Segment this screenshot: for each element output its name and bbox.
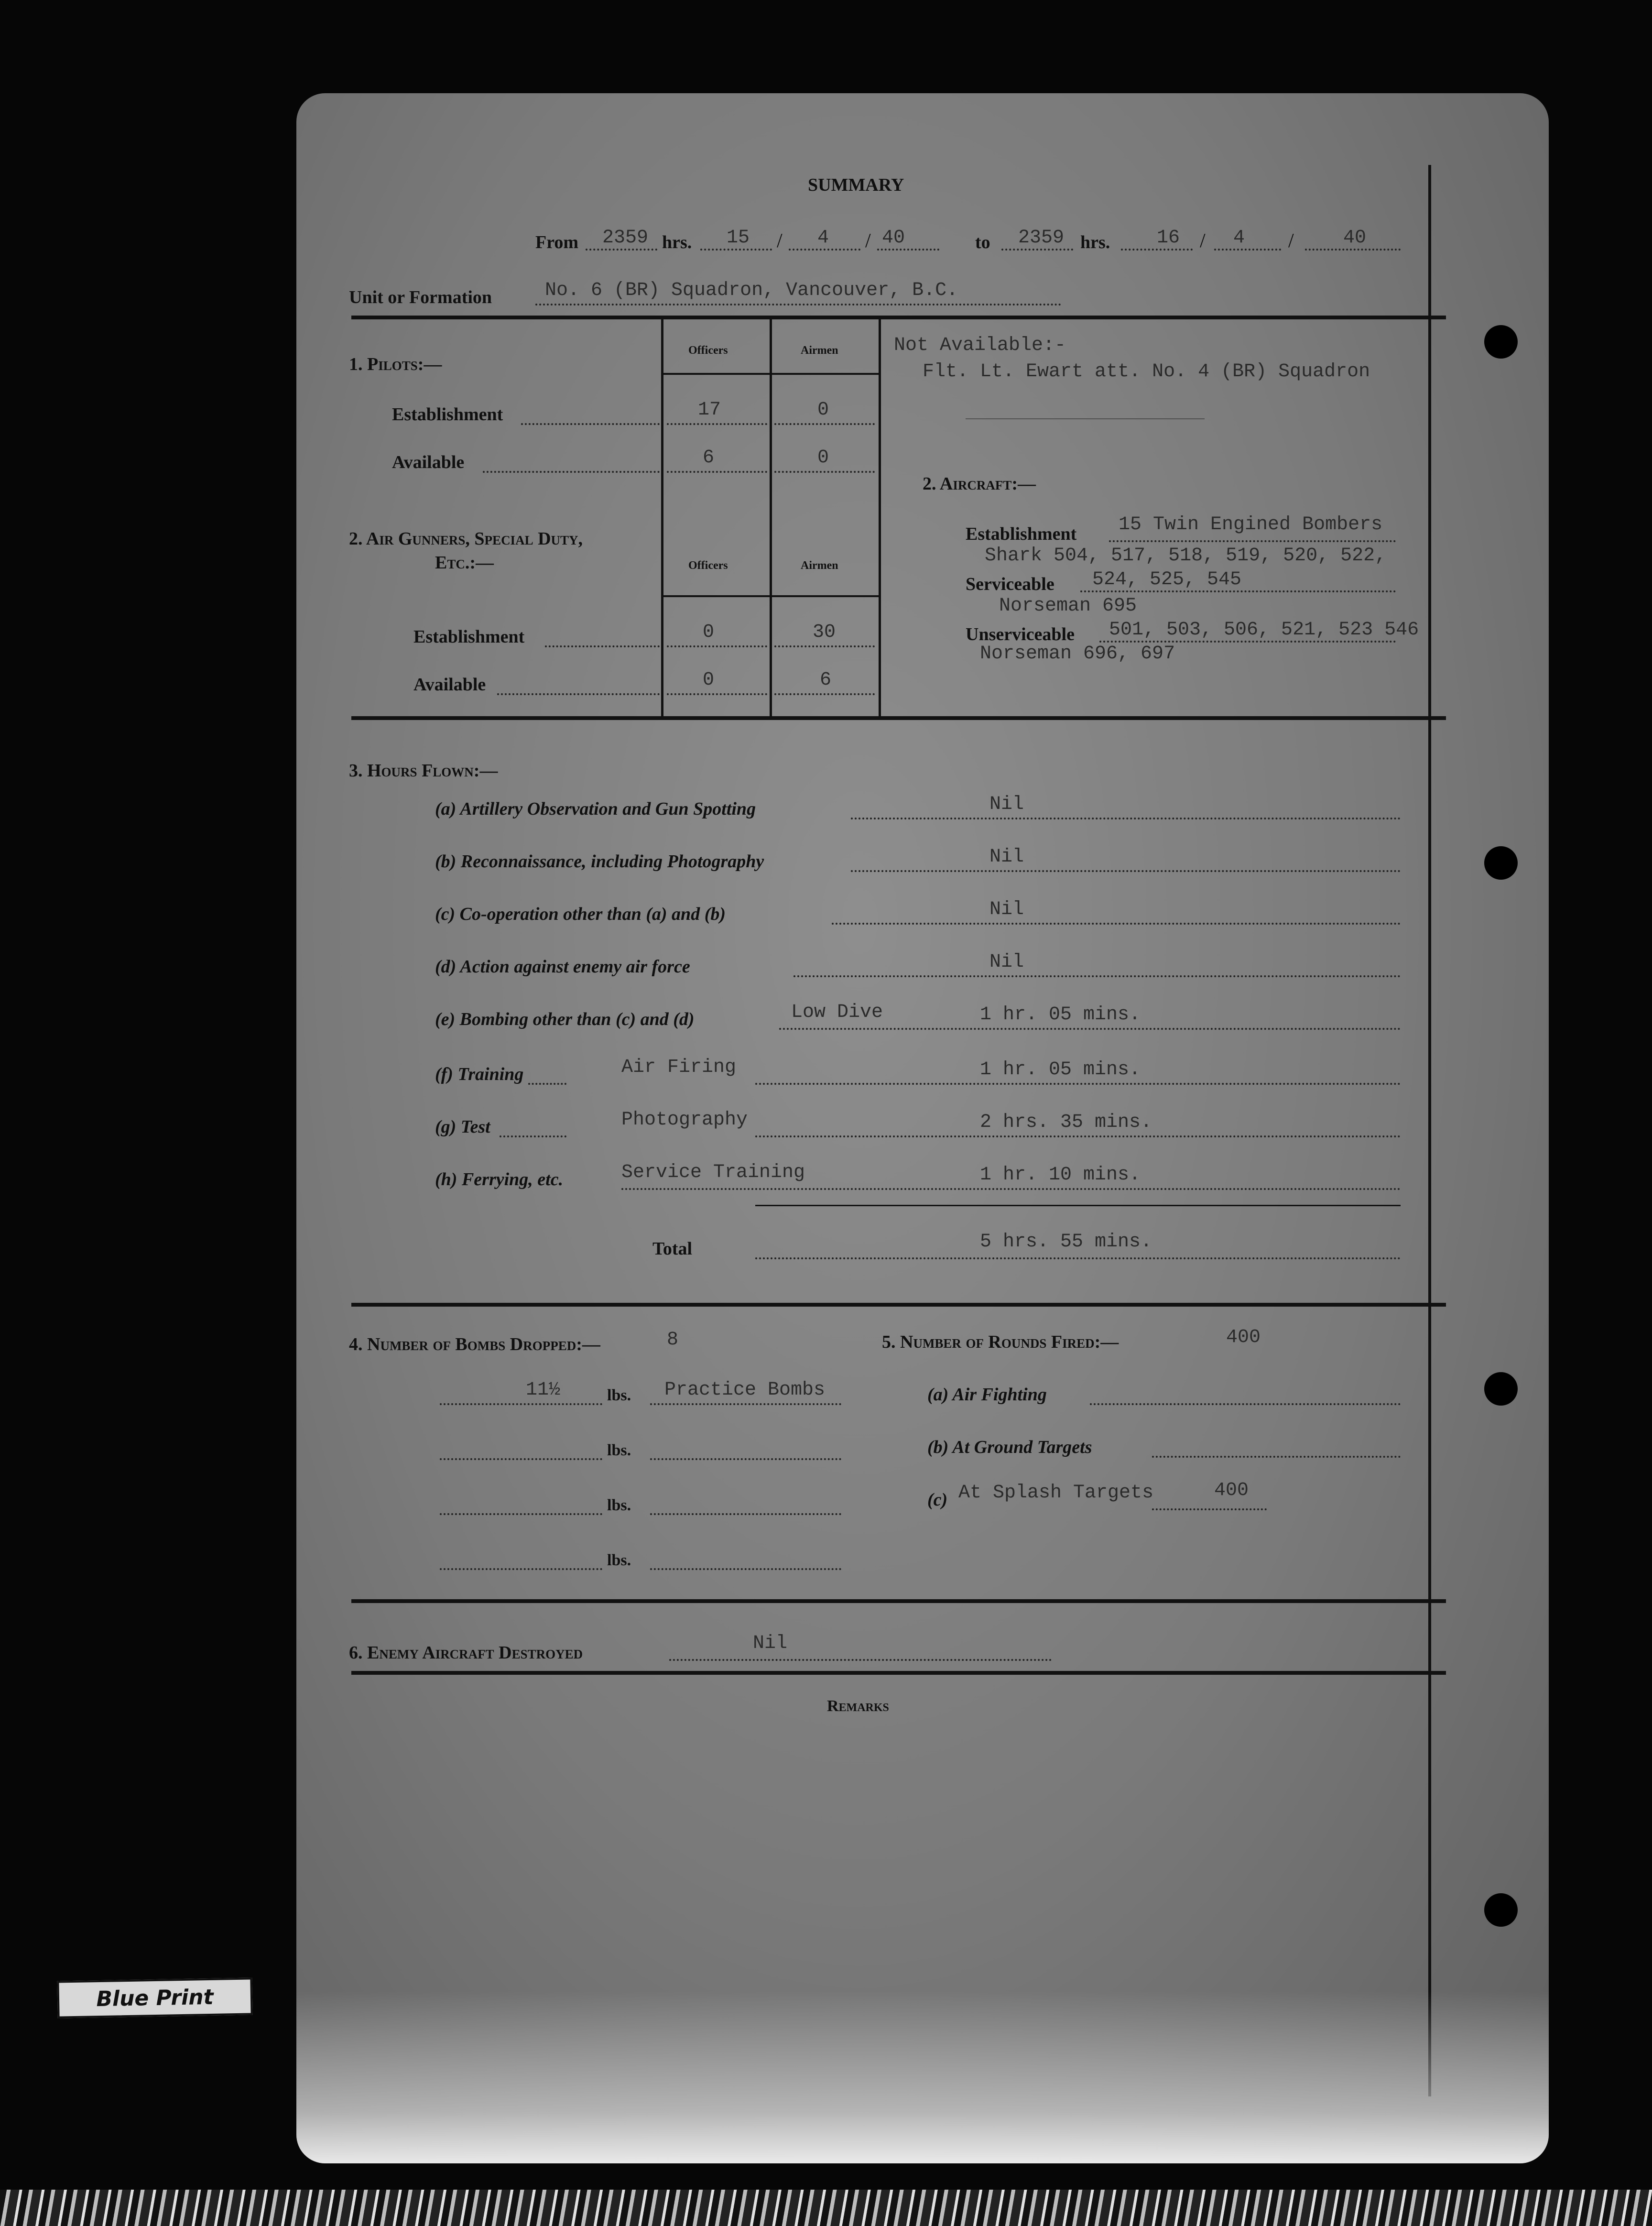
bombs-unit-4: lbs.	[607, 1551, 631, 1569]
hours-value-b: Nil	[989, 846, 1024, 868]
rounds-splash-value: 400	[1214, 1480, 1249, 1501]
pilots-col-airmen: Airmen	[801, 344, 838, 357]
hrs-label-1: hrs.	[662, 232, 692, 252]
aircraft-serviceable-label: Serviceable	[966, 574, 1054, 594]
to-day: 16	[1157, 227, 1180, 249]
rounds-splash-typed: At Splash Targets	[958, 1482, 1154, 1504]
to-label: to	[975, 232, 990, 252]
blue-print-label: Blue Print	[57, 1977, 252, 2018]
hrs-label-2: hrs.	[1080, 232, 1110, 252]
enemy-label: 6. Enemy Aircraft Destroyed	[349, 1643, 583, 1663]
aircraft-shark-line: Shark 504, 517, 518, 519, 520, 522,	[985, 545, 1387, 567]
gunners-available-airmen: 6	[820, 669, 832, 691]
pilots-establishment-officers: 17	[698, 399, 721, 421]
unit-value: No. 6 (BR) Squadron, Vancouver, B.C.	[545, 280, 958, 301]
hours-label-a: (a) Artillery Observation and Gun Spotting	[435, 799, 756, 819]
hours-total-label: Total	[652, 1239, 693, 1259]
pilots-available-label: Available	[392, 452, 465, 472]
bombs-unit-3: lbs.	[607, 1496, 631, 1514]
hours-label-c: (c) Co-operation other than (a) and (b)	[435, 904, 726, 924]
pilots-heading: 1. Pilots:—	[349, 354, 442, 374]
gunners-establishment-airmen: 30	[813, 622, 836, 643]
form-page: SUMMARY From 2359 hrs. 15 / 4 / 40 to 2359 hrs. 16 / 4 / 40 Unit or Formation No. 6 (BR) Squadron, Vancouver, B.C. Officers Airmen 1. Pilots:— Establishment 17 0 Available 6 0 2. Air Gunners, Special Duty, Etc.:— Officers Airmen Establishment 0 30 Available 0 6 Not Available:- Flt. Lt. Ewart att. No. 4 (BR) Squadron 2. Aircraft:— Establishment 15 Twin Engined Bombers Shark 504, 517, 518, 519, 520, 522, Serviceable 524, 525, 545 Norseman 695 Unserviceable 501, 503, 506, 521, 523 546 Norseman 696, 697 3. Hours Flown:— (a) Artillery Observation and Gun Spotting Nil (b) Reconnaissance, including Photography Nil (c) Co-operation other than (a) and (b) Nil (d) Action against enemy air force Nil (e) Bombing other than (c) and (d) Low Dive 1 hr. 05 mins. (f) Training Air Firing 1 hr. 05 mins. (g) Test Photography 2 hrs. 35 mins. (h) Ferrying, etc. Service Training 1 hr. 10 mins. Total 5 hrs. 55 mins. 4. Number of Bombs Dropped:— 8 11½ lbs. Practice Bombs lbs. lbs. lbs. 5. Number of Rounds Fired:— 400 (a) Air Fighting (b) At Ground Targets (c) At Splash Targets 400 6. Enemy Aircraft Destroyed Nil Remarks	[296, 93, 1549, 2163]
bombs-count: 8	[667, 1329, 679, 1351]
hours-label-f: (f) Training	[435, 1064, 524, 1084]
binder-hole-3	[1484, 1372, 1518, 1406]
to-month: 4	[1233, 227, 1245, 249]
bombs-unit-2: lbs.	[607, 1441, 631, 1459]
from-day: 15	[727, 227, 750, 249]
to-time: 2359	[1018, 227, 1065, 249]
hours-value-f: 1 hr. 05 mins.	[980, 1059, 1141, 1080]
rule-top	[351, 316, 1446, 319]
gunners-col-airmen: Airmen	[801, 559, 838, 572]
film-edge	[0, 2190, 1652, 2226]
rounds-air-fighting: (a) Air Fighting	[927, 1385, 1047, 1405]
gunners-available-officers: 0	[703, 669, 715, 691]
gunners-establishment-officers: 0	[703, 622, 715, 643]
hours-value-c: Nil	[989, 899, 1024, 920]
right-margin-rule	[1428, 165, 1431, 2096]
hours-detail-h: Service Training	[621, 1162, 805, 1183]
enemy-value: Nil	[753, 1633, 788, 1654]
not-available-value: Flt. Lt. Ewart att. No. 4 (BR) Squadron	[923, 361, 1370, 382]
pilots-available-airmen: 0	[817, 447, 829, 469]
bombs-unit-1: lbs.	[607, 1386, 631, 1404]
remarks-label: Remarks	[827, 1697, 889, 1715]
hours-label-g: (g) Test	[435, 1117, 490, 1137]
rounds-count: 400	[1226, 1327, 1261, 1348]
gunners-heading-line2: Etc.:—	[435, 553, 494, 573]
gunners-heading-line1: 2. Air Gunners, Special Duty,	[349, 529, 583, 549]
hours-label-d: (d) Action against enemy air force	[435, 957, 690, 977]
rounds-heading: 5. Number of Rounds Fired:—	[882, 1332, 1119, 1352]
hours-value-e: 1 hr. 05 mins.	[980, 1004, 1141, 1026]
pilots-establishment-airmen: 0	[817, 399, 829, 421]
aircraft-heading: 2. Aircraft:—	[923, 474, 1036, 494]
rounds-ground-targets: (b) At Ground Targets	[927, 1437, 1092, 1457]
hours-detail-f: Air Firing	[621, 1057, 737, 1078]
to-year: 40	[1343, 227, 1367, 249]
hours-label-b: (b) Reconnaissance, including Photography	[435, 851, 764, 872]
gunners-available-label: Available	[413, 675, 486, 695]
not-available-label: Not Available:-	[894, 335, 1066, 356]
aircraft-unserviceable-value: 501, 503, 506, 521, 523 546	[1109, 619, 1419, 641]
binder-hole-4	[1484, 1893, 1518, 1927]
gunners-establishment-label: Establishment	[413, 627, 525, 647]
hours-value-g: 2 hrs. 35 mins.	[980, 1112, 1152, 1133]
rule-section-6	[351, 1671, 1446, 1675]
binder-hole-1	[1484, 325, 1518, 359]
from-month: 4	[817, 227, 829, 249]
from-label: From	[535, 232, 579, 252]
rounds-splash-label: (c)	[927, 1490, 948, 1510]
rule-section-3	[351, 1303, 1446, 1307]
rule-section-2	[351, 716, 1446, 720]
from-time: 2359	[602, 227, 649, 249]
aircraft-norseman-serviceable: Norseman 695	[999, 595, 1137, 617]
aircraft-serviceable-value: 524, 525, 545	[1092, 569, 1242, 590]
form-title: SUMMARY	[808, 175, 904, 195]
rule-section-5	[351, 1599, 1446, 1603]
hours-detail-e: Low Dive	[791, 1002, 883, 1023]
pilots-col-officers: Officers	[688, 344, 728, 357]
hours-heading: 3. Hours Flown:—	[349, 761, 498, 781]
hours-total-value: 5 hrs. 55 mins.	[980, 1231, 1152, 1253]
hours-value-d: Nil	[989, 951, 1024, 973]
unit-label: Unit or Formation	[349, 287, 492, 307]
binder-hole-2	[1484, 846, 1518, 880]
aircraft-establishment-label: Establishment	[966, 524, 1077, 544]
pilots-available-officers: 6	[703, 447, 715, 469]
aircraft-establishment-value: 15 Twin Engined Bombers	[1119, 514, 1383, 535]
bombs-weight-1: 11½	[526, 1379, 561, 1401]
aircraft-unserviceable-label: Unserviceable	[966, 624, 1075, 644]
hours-detail-g: Photography	[621, 1109, 748, 1131]
hours-value-h: 1 hr. 10 mins.	[980, 1164, 1141, 1186]
hours-value-a: Nil	[989, 794, 1024, 815]
hours-label-h: (h) Ferrying, etc.	[435, 1169, 564, 1189]
pilots-establishment-label: Establishment	[392, 404, 503, 425]
bombs-type-1: Practice Bombs	[664, 1379, 826, 1401]
aircraft-norseman-unserviceable: Norseman 696, 697	[980, 643, 1175, 665]
gunners-col-officers: Officers	[688, 559, 728, 572]
from-year: 40	[882, 227, 905, 249]
bombs-heading: 4. Number of Bombs Dropped:—	[349, 1334, 600, 1354]
hours-label-e: (e) Bombing other than (c) and (d)	[435, 1009, 695, 1029]
